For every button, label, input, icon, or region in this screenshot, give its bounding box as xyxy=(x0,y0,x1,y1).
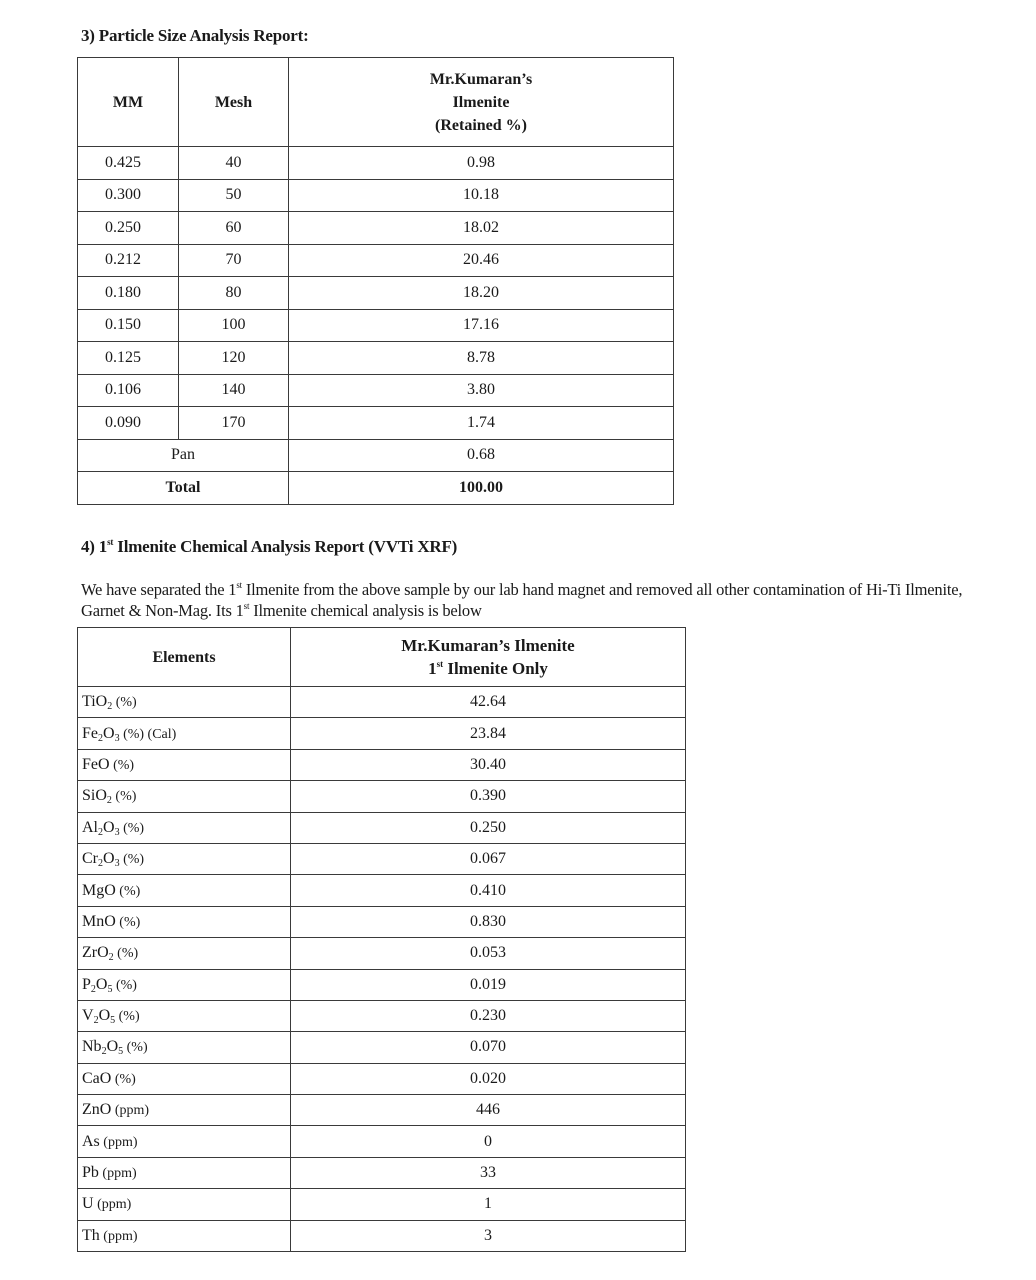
cell-element xyxy=(78,1032,291,1063)
element-sub: 2 xyxy=(101,1046,107,1058)
cell-retained: 20.46 xyxy=(289,244,674,277)
element-unit: (ppm) xyxy=(98,1166,137,1182)
header-mm: MM xyxy=(78,58,179,147)
element-base: Pb xyxy=(82,1164,99,1182)
header-sample-line2-sup: st xyxy=(436,659,444,669)
element-base: ZnO xyxy=(82,1101,112,1119)
element-sub2: 3 xyxy=(114,732,120,744)
cell-element xyxy=(78,1189,291,1220)
element-sub2: 3 xyxy=(114,858,120,870)
element-rest: O xyxy=(95,975,108,993)
cell-pan-label: Pan xyxy=(78,439,289,472)
cell-value: 0.390 xyxy=(291,781,686,812)
cell-element xyxy=(78,687,291,718)
cell-element xyxy=(78,1000,291,1031)
header-sample-line1: Mr.Kumaran’s Ilmenite xyxy=(401,636,575,655)
section-4-description xyxy=(81,579,981,621)
cell-value: 0.830 xyxy=(291,906,686,937)
chemical-row xyxy=(78,781,686,812)
cell-value: 0.410 xyxy=(291,875,686,906)
element-sub2: 5 xyxy=(110,1015,116,1027)
element-unit: (%) xyxy=(115,1009,140,1025)
cell-element xyxy=(78,718,291,749)
cell-mesh: 140 xyxy=(179,374,289,407)
chemical-row xyxy=(78,875,686,906)
element-base: Al xyxy=(82,818,98,836)
cell-element xyxy=(78,781,291,812)
element-sub: 2 xyxy=(93,1015,99,1027)
chemical-row xyxy=(78,1032,686,1063)
element-unit: (ppm) xyxy=(99,1228,138,1244)
section-3-title: 3) Particle Size Analysis Report: xyxy=(81,26,309,45)
cell-element xyxy=(78,1063,291,1094)
element-base: Fe xyxy=(82,724,98,742)
cell-mm: 0.425 xyxy=(78,147,179,180)
element-base: Cr xyxy=(82,850,98,868)
cell-retained: 8.78 xyxy=(289,342,674,375)
cell-element xyxy=(78,812,291,843)
header-mesh: Mesh xyxy=(179,58,289,147)
element-base: P xyxy=(82,975,91,993)
header-elements: Elements xyxy=(78,628,291,687)
element-base: FeO xyxy=(82,755,110,773)
cell-value: 33 xyxy=(291,1157,686,1188)
header-retained-line1: Mr.Kumaran’s xyxy=(429,70,533,88)
element-unit: (%) xyxy=(119,852,145,868)
cell-value: 42.64 xyxy=(291,687,686,718)
particle-size-row xyxy=(78,374,674,407)
element-sub: 2 xyxy=(98,826,103,838)
element-unit: (%) xyxy=(115,883,141,899)
element-base: MgO xyxy=(82,881,116,899)
cell-element xyxy=(78,875,291,906)
element-sub: 2 xyxy=(108,952,114,964)
cell-mm: 0.125 xyxy=(78,342,179,375)
cell-retained: 0.98 xyxy=(289,147,674,180)
cell-value: 0.019 xyxy=(291,969,686,1000)
cell-element xyxy=(78,969,291,1000)
chemical-row xyxy=(78,1126,686,1157)
element-unit: (%) xyxy=(123,1040,148,1056)
chemical-row xyxy=(78,969,686,1000)
cell-mm: 0.212 xyxy=(78,244,179,277)
chemical-row xyxy=(78,1220,686,1251)
particle-size-row xyxy=(78,244,674,277)
cell-retained: 18.20 xyxy=(289,277,674,310)
element-base: Nb xyxy=(82,1038,102,1056)
chemical-row xyxy=(78,749,686,780)
cell-element xyxy=(78,1095,291,1126)
chemical-row xyxy=(78,1157,686,1188)
chemical-row xyxy=(78,812,686,843)
cell-value: 3 xyxy=(291,1220,686,1251)
cell-value: 1 xyxy=(291,1189,686,1220)
particle-size-total-row xyxy=(78,472,674,505)
cell-value: 0.070 xyxy=(291,1032,686,1063)
cell-mesh: 70 xyxy=(179,244,289,277)
element-unit: (%) xyxy=(113,946,139,962)
particle-size-row xyxy=(78,342,674,375)
element-base: CaO xyxy=(82,1069,112,1087)
element-base: As xyxy=(82,1132,100,1150)
cell-element xyxy=(78,1126,291,1157)
element-unit: (%) (Cal) xyxy=(119,726,177,742)
particle-size-header-row xyxy=(78,58,674,147)
cell-mesh: 120 xyxy=(179,342,289,375)
cell-value: 30.40 xyxy=(291,749,686,780)
chemical-row xyxy=(78,687,686,718)
chemical-header-row xyxy=(78,628,686,687)
element-unit: (ppm) xyxy=(111,1103,150,1119)
section-4-title-sup: st xyxy=(107,537,114,547)
element-base: Th xyxy=(82,1226,100,1244)
element-base: U xyxy=(82,1195,94,1213)
cell-mesh: 170 xyxy=(179,407,289,440)
element-unit: (%) xyxy=(119,820,145,836)
chemical-row xyxy=(78,1189,686,1220)
element-unit: (ppm) xyxy=(99,1134,138,1150)
section-4-title-suffix: Ilmenite Chemical Analysis Report (VVTi XRF) xyxy=(113,537,458,556)
cell-mm: 0.250 xyxy=(78,212,179,245)
particle-size-row xyxy=(78,309,674,342)
element-sub2: 5 xyxy=(118,1046,124,1058)
header-sample-line2 xyxy=(291,657,685,680)
para-part3: Ilmenite chemical analysis is below xyxy=(249,601,482,620)
header-sample xyxy=(291,628,686,687)
section-4-title-prefix: 4) 1 xyxy=(81,537,108,556)
element-rest: O xyxy=(106,1038,119,1056)
cell-value: 0.053 xyxy=(291,938,686,969)
particle-size-row xyxy=(78,179,674,212)
cell-retained: 1.74 xyxy=(289,407,674,440)
cell-retained: 18.02 xyxy=(289,212,674,245)
cell-mm: 0.300 xyxy=(78,179,179,212)
cell-element xyxy=(78,938,291,969)
element-base: SiO xyxy=(82,787,107,805)
element-sub: 2 xyxy=(98,858,103,870)
chemical-row xyxy=(78,843,686,874)
element-rest: O xyxy=(98,1007,111,1025)
cell-total-label: Total xyxy=(78,472,289,505)
element-base: ZrO xyxy=(82,944,109,962)
chemical-row xyxy=(78,1000,686,1031)
cell-mesh: 50 xyxy=(179,179,289,212)
element-rest: O xyxy=(103,818,115,836)
cell-element xyxy=(78,1157,291,1188)
element-sub: 2 xyxy=(106,795,112,807)
element-sub: 2 xyxy=(98,732,103,744)
element-unit: (%) xyxy=(112,695,137,711)
header-retained-line2: Ilmenite xyxy=(452,93,510,111)
cell-mesh: 100 xyxy=(179,309,289,342)
header-sample-line2-prefix: 1 xyxy=(428,659,437,678)
cell-value: 0.230 xyxy=(291,1000,686,1031)
element-base: TiO xyxy=(82,693,108,711)
element-unit: (%) xyxy=(111,789,137,805)
particle-size-row xyxy=(78,277,674,310)
chemical-row xyxy=(78,1063,686,1094)
para-part1: We have separated the 1 xyxy=(81,580,237,599)
header-retained xyxy=(289,58,674,147)
cell-mm: 0.150 xyxy=(78,309,179,342)
cell-pan-retained: 0.68 xyxy=(289,439,674,472)
cell-total-retained: 100.00 xyxy=(289,472,674,505)
cell-element xyxy=(78,1220,291,1251)
cell-retained: 3.80 xyxy=(289,374,674,407)
cell-element xyxy=(78,843,291,874)
para-part2: Ilmenite from the above sample by our lab hand magnet and removed all other contamination of Hi-Ti Ilmenite, Garnet & Non-Mag. Its 1 xyxy=(81,580,963,620)
element-sub: 2 xyxy=(107,701,113,713)
particle-size-pan-row xyxy=(78,439,674,472)
cell-mm: 0.090 xyxy=(78,407,179,440)
chemical-row xyxy=(78,1095,686,1126)
cell-mesh: 60 xyxy=(179,212,289,245)
para-sup2: st xyxy=(243,601,250,611)
cell-element xyxy=(78,906,291,937)
element-base: V xyxy=(82,1007,94,1025)
element-sub2: 3 xyxy=(114,826,120,838)
element-unit: (%) xyxy=(109,757,135,773)
particle-size-row xyxy=(78,212,674,245)
cell-retained: 17.16 xyxy=(289,309,674,342)
element-rest: O xyxy=(103,724,115,742)
cell-value: 0 xyxy=(291,1126,686,1157)
particle-size-row xyxy=(78,147,674,180)
chemical-analysis-table xyxy=(77,627,686,1252)
cell-value: 0.067 xyxy=(291,843,686,874)
cell-value: 0.020 xyxy=(291,1063,686,1094)
header-retained-line3: (Retained %) xyxy=(435,116,527,134)
element-unit: (ppm) xyxy=(93,1197,132,1213)
particle-size-row xyxy=(78,407,674,440)
header-sample-line2-suffix: Ilmenite Only xyxy=(443,659,548,678)
element-rest: O xyxy=(103,850,115,868)
particle-size-table xyxy=(77,57,674,505)
cell-mm: 0.180 xyxy=(78,277,179,310)
element-sub: 2 xyxy=(90,983,96,995)
chemical-row xyxy=(78,906,686,937)
cell-value: 23.84 xyxy=(291,718,686,749)
chemical-row xyxy=(78,938,686,969)
cell-mm: 0.106 xyxy=(78,374,179,407)
cell-value: 0.250 xyxy=(291,812,686,843)
para-sup1: st xyxy=(236,580,242,590)
element-sub2: 5 xyxy=(107,983,113,995)
cell-retained: 10.18 xyxy=(289,179,674,212)
element-unit: (%) xyxy=(112,977,137,993)
element-unit: (%) xyxy=(115,914,141,930)
cell-mesh: 40 xyxy=(179,147,289,180)
section-4-title xyxy=(81,537,457,557)
element-unit: (%) xyxy=(111,1071,136,1087)
cell-value: 446 xyxy=(291,1095,686,1126)
chemical-row xyxy=(78,718,686,749)
cell-mesh: 80 xyxy=(179,277,289,310)
element-base: MnO xyxy=(82,912,116,930)
cell-element xyxy=(78,749,291,780)
